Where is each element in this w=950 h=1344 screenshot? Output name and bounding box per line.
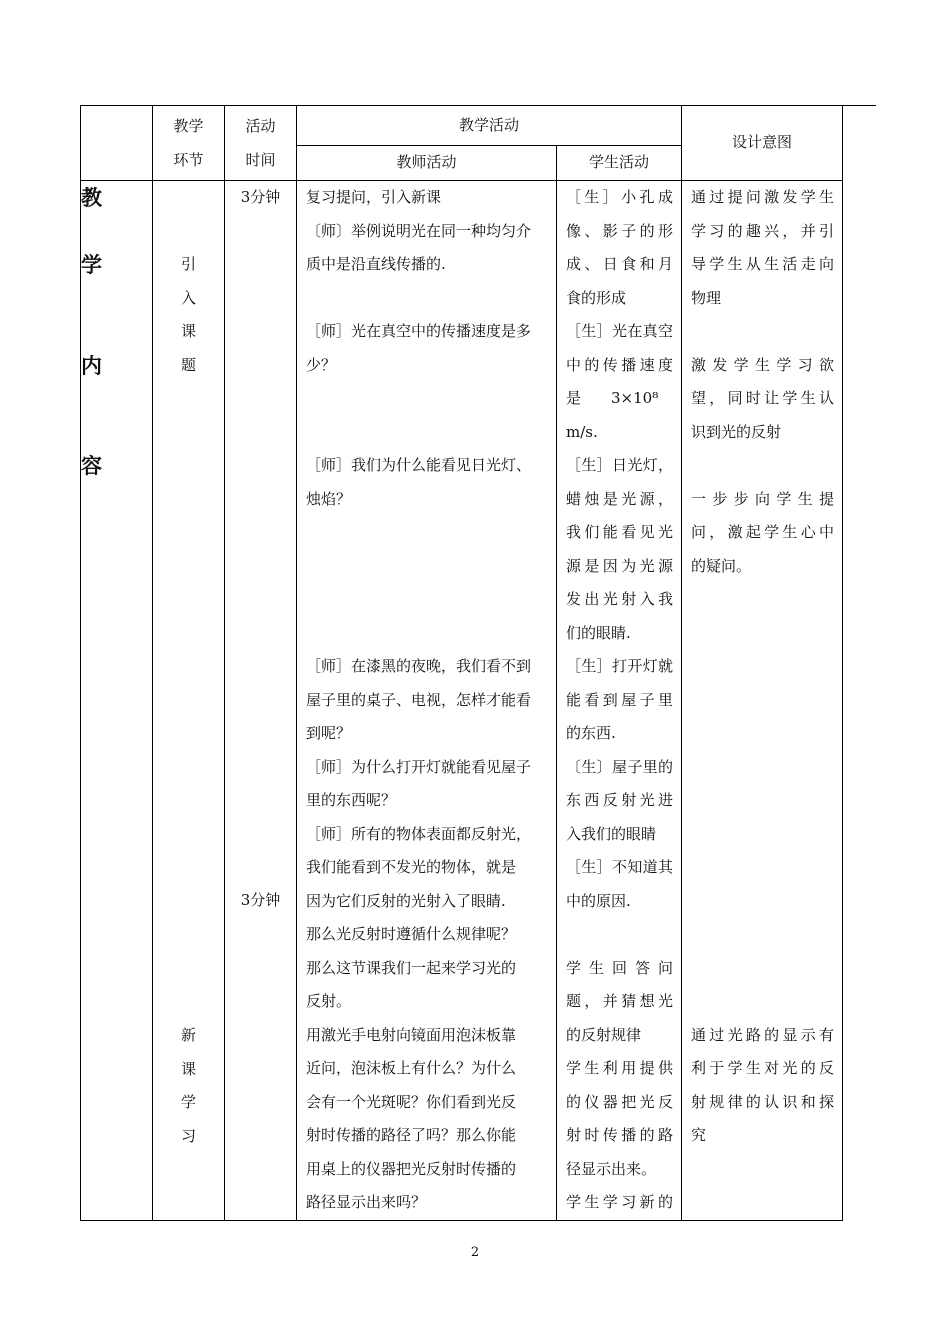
text-line: 少？ [306,355,337,374]
text-line: ［师］光在真空中的传播速度是多 [306,322,532,340]
text-line: m/s. [566,422,598,441]
text-line: 发出光射入我 [566,590,674,608]
text-line: 会有一个光斑呢？你们看到光反 [306,1092,517,1111]
text-line: 学习的趣兴，并引 [691,221,835,240]
text-line [306,583,548,617]
time-cell [225,181,297,1221]
stage-char: 课 [180,322,196,340]
text-line: 学生回答问 [566,958,674,977]
text-line: 导学生从生活走向 [691,255,835,273]
top-rule [842,105,876,106]
text-line: 到呢？ [306,724,352,742]
header-design: 设计意图 [682,106,843,181]
text-line: 我们能看到不发光的物体，就是 [306,858,517,876]
text-line [691,952,834,986]
text-line: 识到光的反射 [691,422,782,441]
text-line: 激发学生学习欲 [691,355,835,374]
text-line: 源是因为光源 [566,556,674,575]
text-line [691,851,834,885]
text-line: 中的原因. [566,891,631,910]
text-line: 质中是沿直线传播的. [306,255,446,273]
stage-char: 入 [180,288,196,307]
text-line [691,684,834,718]
text-line: 入我们的眼睛 [566,824,657,843]
text-line: ［师］所有的物体表面都反射光， [306,824,532,843]
text-line [691,717,834,751]
header-section-line2: 环节 [173,151,204,169]
text-line: 里的东西呢？ [306,791,397,809]
text-line: 中的传播速度 [566,355,674,374]
teacher-activity-cell [297,181,557,1221]
time-new: 3分钟 [240,891,281,909]
text-line: 射规律的认识和探 [691,1092,835,1111]
text-line: 那么这节课我们一起来学习光的 [306,958,517,977]
section-label-cell [81,181,153,1221]
stage-char: 新 [180,1026,196,1044]
design-intent-text [682,181,842,1153]
text-line [691,818,834,852]
text-line: 用桌上的仪器把光反射时传播的 [306,1159,517,1178]
text-line: 是 3×10⁸ [566,389,659,407]
stage-char: 习 [180,1126,196,1145]
text-line [566,918,673,952]
text-line: 的仪器把光反 [566,1092,674,1111]
text-line [306,382,548,416]
text-line [306,550,548,584]
corner-cell [81,106,153,181]
stage-char: 课 [180,1059,196,1078]
text-line: 用激光手电射向镜面用泡沫板靠 [306,1025,517,1044]
text-line: 的东西. [566,724,616,742]
lesson-plan-table [80,105,843,1221]
stage-new [153,1019,224,1153]
text-line [691,985,834,1019]
header-section-line1: 教学 [173,117,204,135]
text-line: 的反射规律 [566,1025,642,1044]
text-line: 反射。 [306,992,352,1010]
text-line [691,650,834,684]
text-line: 学生利用提供 [566,1059,674,1077]
text-line: 利于学生对光的反 [691,1059,835,1077]
text-line: 的疑问。 [691,556,752,575]
text-line: 学生学习新的 [566,1193,674,1211]
header-time-line2: 时间 [245,151,276,169]
text-line [691,784,834,818]
section-char: 教 [81,185,102,210]
text-line [691,449,834,483]
text-line: 我们能看见光 [566,523,674,541]
text-line [691,617,834,651]
text-line: ［师］在漆黑的夜晚，我们看不到 [306,657,532,675]
text-line: 通过光路的显示有 [691,1025,835,1044]
text-line [691,751,834,785]
section-char: 容 [81,453,102,478]
text-line: 像、影子的形 [566,221,674,240]
time-intro: 3分钟 [240,188,281,206]
teacher-activity-text [297,181,556,1220]
text-line: ［生］打开灯就 [566,657,674,675]
text-line: 通过提问激发学生 [691,188,835,206]
design-intent-cell [682,181,843,1221]
text-line: 〔生〕屋子里的 [566,757,674,776]
text-line: 蜡烛是光源， [566,489,674,508]
text-line: ［师］我们为什么能看见日光灯、 [306,456,532,474]
text-line: ［师］为什么打开灯就能看见屋子 [306,757,532,776]
text-line: 题，并猜想光 [566,992,674,1010]
stage-char: 题 [180,355,196,374]
text-line: 成、日食和月 [566,255,674,273]
text-line [691,315,834,349]
text-line: ［生］日光灯， [566,456,674,474]
student-activity-cell [557,181,682,1221]
header-activity: 教学活动 [297,106,682,146]
text-line: 望，同时让学生认 [691,389,835,407]
text-line: 屋子里的桌子、电视，怎样才能看 [306,690,532,709]
header-time-line1: 活动 [245,117,276,135]
stage-intro [153,248,224,382]
text-line: ［生］光在真空 [566,322,674,340]
text-line [691,918,834,952]
text-line: 路径显示出来吗？ [306,1193,427,1211]
text-line: 能看到屋子里 [566,690,674,709]
text-line: 那么光反射时遵循什么规律呢？ [306,925,517,943]
header-time [225,106,297,181]
text-line [306,416,548,450]
text-line: 一步步向学生提 [691,489,835,508]
text-line [691,583,834,617]
text-line: 问，激起学生心中 [691,523,835,541]
section-char: 内 [81,353,102,378]
text-line: 食的形成 [566,288,627,307]
header-student: 学生活动 [557,146,682,181]
text-line: 近问，泡沫板上有什么？为什么 [306,1059,517,1077]
text-line: ［生］小孔成 [566,188,674,206]
stage-cell [153,181,225,1221]
stage-char: 引 [180,255,196,273]
text-line: 径显示出来。 [566,1159,657,1178]
text-line: 究 [691,1126,707,1144]
page-number: 2 [470,1245,480,1260]
text-line: 东西反射光进 [566,791,674,809]
header-section [153,106,225,181]
section-char: 学 [81,252,102,277]
text-line [306,617,548,651]
stage-char: 学 [180,1093,196,1111]
text-line: 烛焰？ [306,489,352,508]
text-line [306,516,548,550]
header-teacher: 教师活动 [297,146,557,181]
text-line: 物理 [691,288,722,307]
text-line: 〔师〕举例说明光在同一种均匀介 [306,221,532,240]
text-line: ［生］不知道其 [566,858,674,876]
text-line: 复习提问，引入新课 [306,188,442,206]
text-line [691,885,834,919]
text-line: 因为它们反射的光射入了眼睛. [306,891,506,910]
text-line: 射时传播的路径了吗？那么你能 [306,1126,517,1144]
text-line: 射时传播的路 [566,1126,674,1144]
student-activity-text [557,181,681,1220]
text-line [306,282,548,316]
text-line: 们的眼睛. [566,623,631,642]
